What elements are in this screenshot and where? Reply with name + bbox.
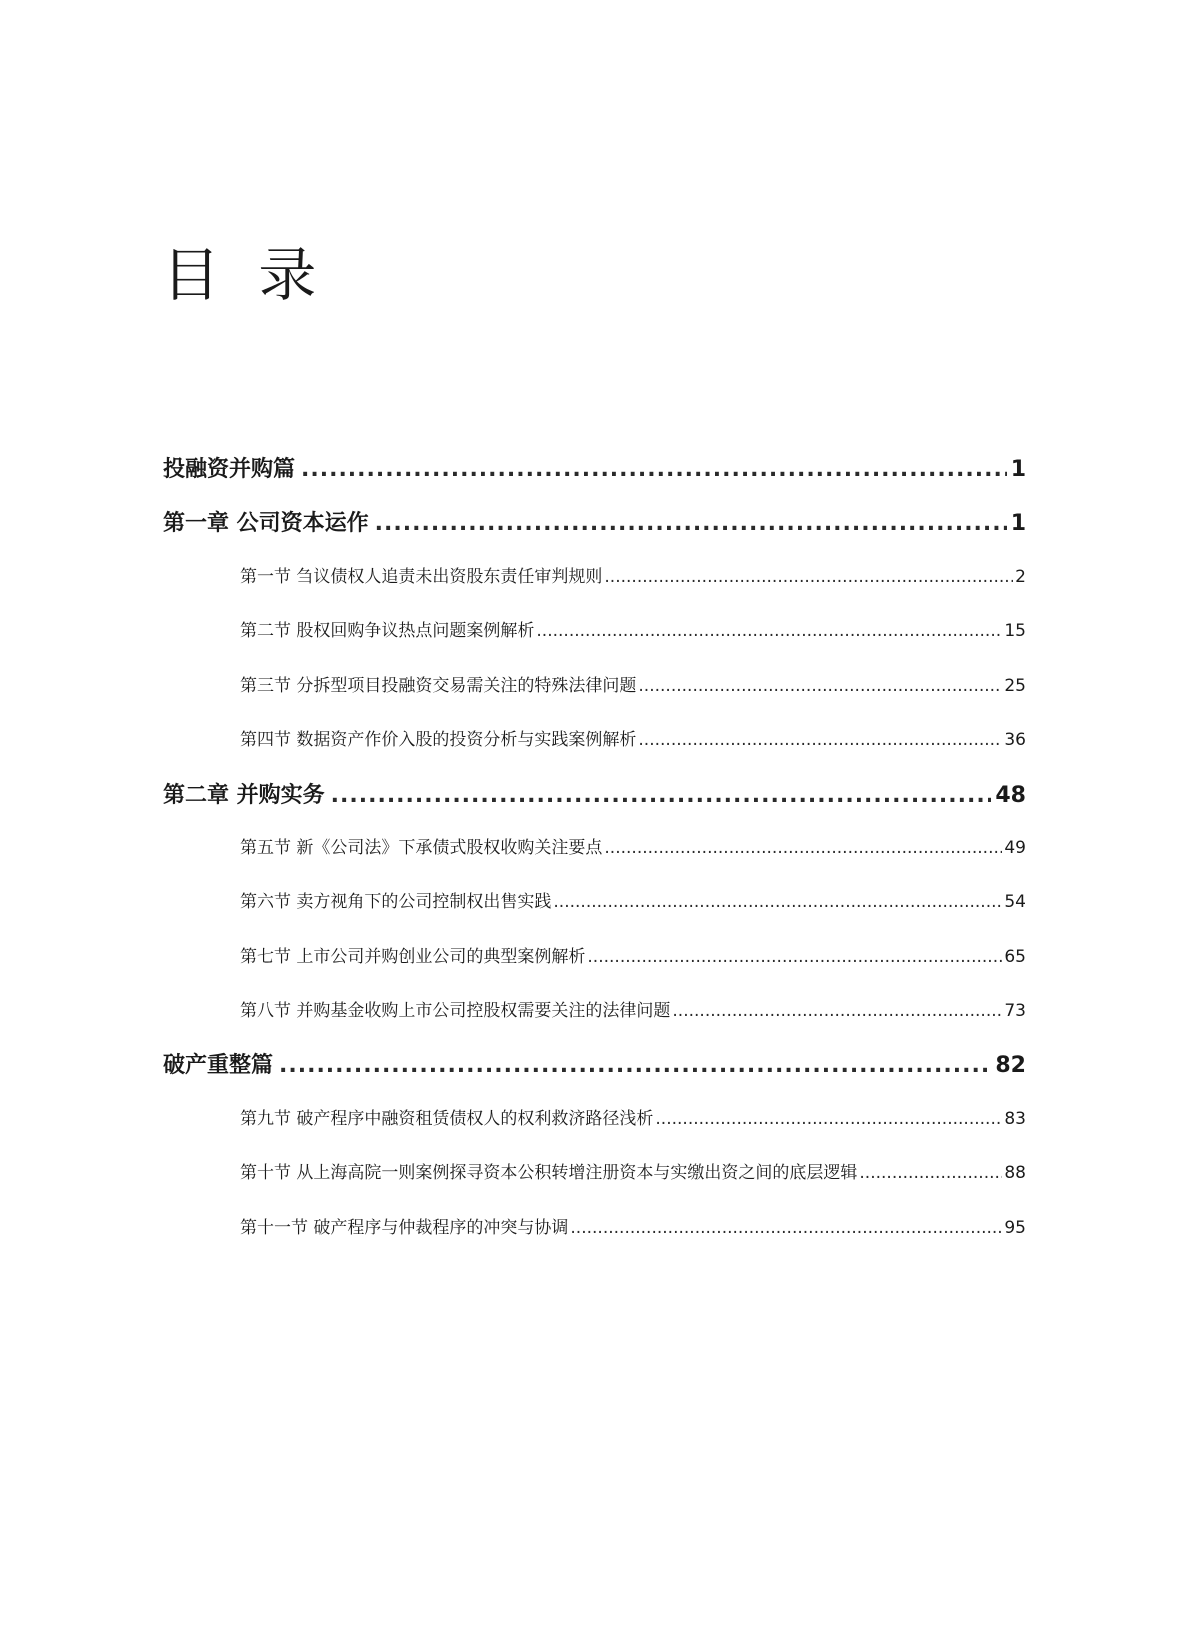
toc-leader-dots <box>638 676 1002 696</box>
toc-section-11[interactable] <box>240 1213 1026 1238</box>
toc-leader-dots <box>570 1218 1002 1238</box>
toc-entry-title: 第五节 新《公司法》下承债式股权收购关注要点 <box>240 838 603 858</box>
toc-title: 目 录 <box>162 241 327 309</box>
toc-entry-page: 15 <box>1004 621 1026 641</box>
toc-entry-title: 第二节 股权回购争议热点问题案例解析 <box>240 621 535 641</box>
toc-part-investment-ma[interactable] <box>163 452 1026 483</box>
toc-section-9[interactable] <box>240 1104 1026 1129</box>
toc-entry-title: 第七节 上市公司并购创业公司的典型案例解析 <box>240 947 586 967</box>
toc-leader-dots <box>279 1053 991 1078</box>
toc-leader-dots <box>375 511 1007 536</box>
toc-leader-dots <box>587 947 1002 967</box>
toc-entry-title: 投融资并购篇 <box>163 457 296 482</box>
toc-section-3[interactable] <box>240 671 1026 696</box>
toc-entry-title: 第六节 卖方视角下的公司控制权出售实践 <box>240 892 552 912</box>
toc-entry-page: 95 <box>1004 1218 1026 1238</box>
toc-section-2[interactable] <box>240 616 1026 641</box>
toc-entry-page: 54 <box>1004 892 1026 912</box>
toc-entry-title: 第十节 从上海高院一则案例探寻资本公积转增注册资本与实缴出资之间的底层逻辑 <box>240 1163 858 1183</box>
toc-leader-dots <box>859 1163 1002 1183</box>
toc-entry-title: 破产重整篇 <box>163 1053 274 1078</box>
toc-entry-page: 73 <box>1004 1001 1026 1021</box>
toc-leader-dots <box>536 621 1002 641</box>
toc-entry-title: 第二章 并购实务 <box>163 783 325 808</box>
toc-entry-page: 88 <box>1004 1163 1026 1183</box>
toc-entry-page: 1 <box>1010 511 1026 536</box>
toc-section-1[interactable] <box>240 562 1026 587</box>
toc-entry-title: 第一节 刍议债权人追责未出资股东责任审判规则 <box>240 567 603 587</box>
toc-entry-title: 第一章 公司资本运作 <box>163 511 369 536</box>
toc-leader-dots <box>672 1001 1002 1021</box>
toc-leader-dots <box>638 730 1002 750</box>
toc-entry-page: 2 <box>1015 567 1026 587</box>
toc-leader-dots <box>331 783 992 808</box>
toc-leader-dots <box>604 567 1013 587</box>
toc-section-6[interactable] <box>240 887 1026 912</box>
toc-entry-title: 第三节 分拆型项目投融资交易需关注的特殊法律问题 <box>240 676 637 696</box>
toc-leader-dots <box>553 892 1002 912</box>
toc-section-4[interactable] <box>240 725 1026 750</box>
toc-leader-dots <box>655 1109 1002 1129</box>
toc-entry-page: 36 <box>1004 730 1026 750</box>
toc-entry-page: 48 <box>995 783 1026 808</box>
toc-section-5[interactable] <box>240 833 1026 858</box>
toc-part-bankruptcy[interactable] <box>163 1048 1026 1079</box>
toc-section-10[interactable] <box>240 1158 1026 1183</box>
toc-leader-dots <box>301 457 1007 482</box>
toc-entry-page: 1 <box>1010 457 1026 482</box>
toc-entry-page: 49 <box>1004 838 1026 858</box>
toc-entry-title: 第四节 数据资产作价入股的投资分析与实践案例解析 <box>240 730 637 750</box>
toc-entry-title: 第九节 破产程序中融资租赁债权人的权利救济路径浅析 <box>240 1109 654 1129</box>
toc-leader-dots <box>604 838 1002 858</box>
toc-entry-page: 82 <box>995 1053 1026 1078</box>
toc-chapter-1[interactable] <box>163 506 1026 537</box>
toc-section-7[interactable] <box>240 942 1026 967</box>
toc-entry-page: 65 <box>1004 947 1026 967</box>
toc-entry-page: 83 <box>1004 1109 1026 1129</box>
toc-entry-title: 第八节 并购基金收购上市公司控股权需要关注的法律问题 <box>240 1001 671 1021</box>
toc-section-8[interactable] <box>240 996 1026 1021</box>
toc-entry-page: 25 <box>1004 676 1026 696</box>
toc-entry-title: 第十一节 破产程序与仲裁程序的冲突与协调 <box>240 1218 569 1238</box>
toc-chapter-2[interactable] <box>163 778 1026 809</box>
